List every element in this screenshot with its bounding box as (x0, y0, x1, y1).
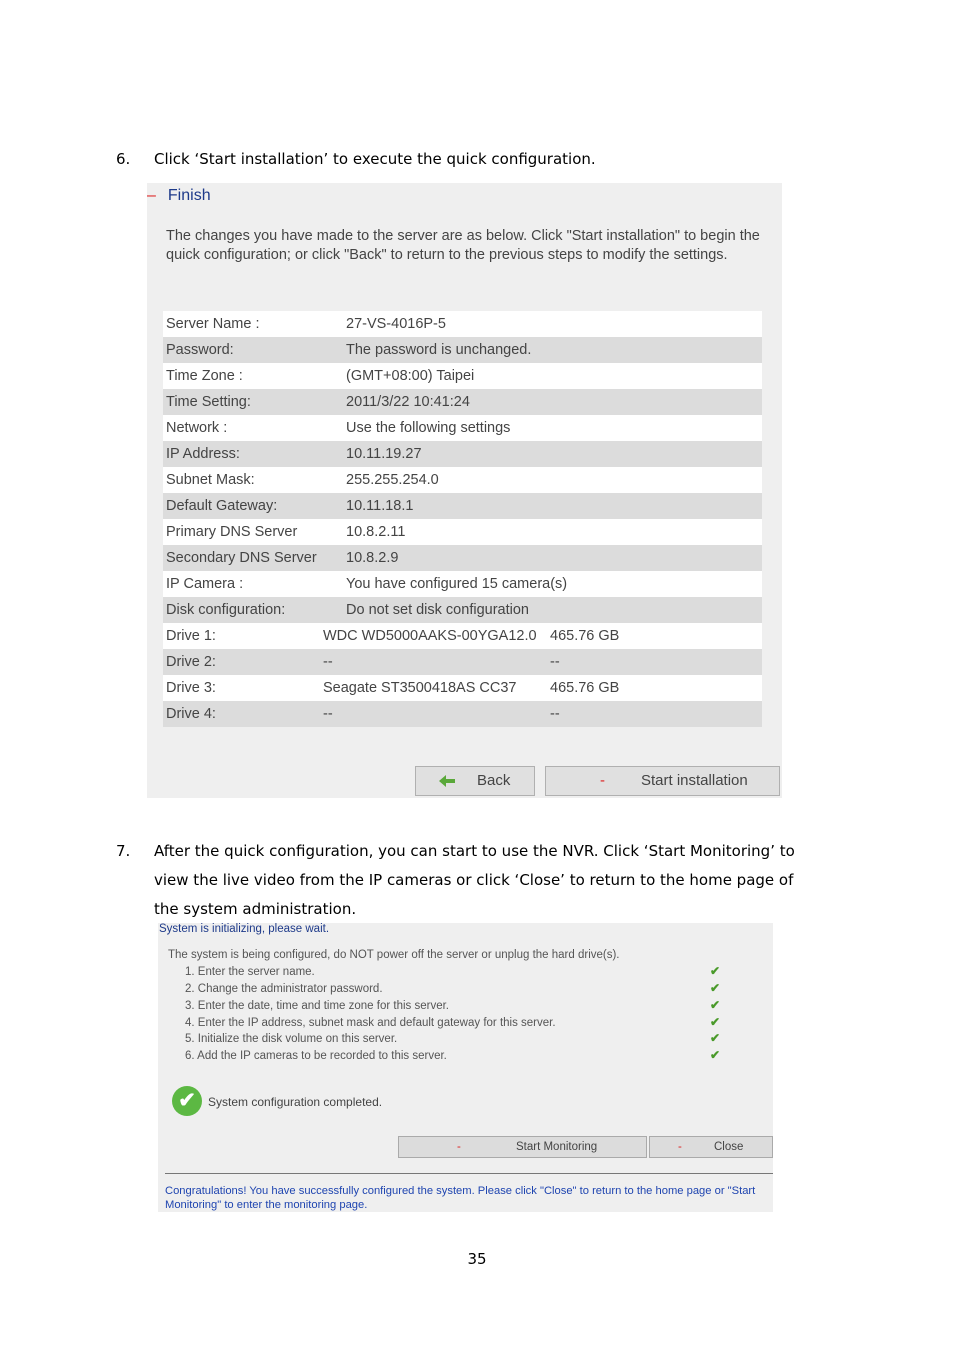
step-number: 7. (116, 842, 131, 860)
init-title: System is initializing, please wait. (159, 923, 330, 935)
row-key: IP Camera : (166, 576, 244, 592)
table-row (163, 571, 762, 597)
finish-panel (147, 183, 782, 798)
row-key: Secondary DNS Server (166, 550, 317, 566)
check-icon: ✔ (710, 964, 721, 978)
init-intro: The system is being configured, do NOT power off the server or unplug the hard drive(s). (168, 949, 620, 961)
row-value: 10.11.18.1 (346, 498, 414, 514)
row-value: 255.255.254.0 (346, 472, 439, 488)
row-key: IP Address: (166, 446, 240, 462)
completed-message: System configuration completed. (208, 1095, 383, 1109)
table-row (163, 415, 762, 441)
page-number: 35 (467, 1250, 487, 1268)
check-icon: ✔ (710, 1031, 721, 1045)
row-value: Do not set disk configuration (346, 602, 529, 618)
check-icon: ✔ (710, 998, 721, 1012)
task-item: 5. Initialize the disk volume on this server. (185, 1033, 398, 1045)
row-value: 10.8.2.11 (346, 524, 406, 540)
table-row (163, 311, 762, 337)
table-row (163, 493, 762, 519)
drive-row (163, 623, 762, 649)
start-monitoring-label: Start Monitoring (516, 1141, 598, 1153)
check-icon: ✔ (710, 1048, 721, 1062)
collapse-icon[interactable]: – (147, 187, 156, 204)
row-value: 2011/3/22 10:41:24 (346, 394, 470, 410)
drive-row (163, 701, 762, 727)
drive-row (163, 675, 762, 701)
task-item: 1. Enter the server name. (185, 966, 315, 978)
row-key: Default Gateway: (166, 498, 278, 514)
drive-size: -- (550, 654, 560, 670)
success-check-icon: ✔ (172, 1086, 202, 1116)
step-text-line1: After the quick configuration, you can start to use the NVR. Click ‘Start Monitoring’ to (154, 842, 795, 860)
row-key: Subnet Mask: (166, 472, 255, 488)
finish-title (147, 187, 211, 205)
drive-size: 465.76 GB (550, 628, 620, 644)
drive-size: -- (550, 706, 560, 722)
drive-model: Seagate ST3500418AS CC37 (323, 680, 517, 696)
start-installation-label: Start installation (641, 772, 748, 789)
back-label: Back (477, 772, 511, 789)
step-7 (116, 837, 856, 927)
divider (165, 1173, 773, 1174)
task-item: 4. Enter the IP address, subnet mask and default gateway for this server. (185, 1017, 556, 1029)
row-key: Password: (166, 342, 234, 358)
table-row (163, 597, 762, 623)
finish-title-text: Finish (167, 187, 211, 204)
step-text: Click ‘Start installation’ to execute the quick configuration. (154, 150, 596, 168)
drive-name: Drive 3: (166, 680, 216, 696)
drive-name: Drive 1: (166, 628, 216, 644)
check-icon: ✔ (710, 1015, 721, 1029)
close-label: Close (714, 1141, 744, 1153)
row-key: Time Setting: (166, 394, 251, 410)
drive-model: -- (323, 706, 333, 722)
step-text-line3: the system administration. (154, 900, 357, 918)
back-arrow-icon (438, 774, 456, 788)
row-value: 10.11.19.27 (346, 446, 422, 462)
drive-name: Drive 4: (166, 706, 216, 722)
close-button[interactable] (649, 1136, 773, 1158)
row-key: Disk configuration: (166, 602, 286, 618)
row-value: The password is unchanged. (346, 342, 532, 358)
table-row (163, 545, 762, 571)
row-value: Use the following settings (346, 420, 511, 436)
row-value: You have configured 15 camera(s) (346, 576, 568, 592)
step-number: 6. (116, 150, 131, 168)
finish-intro: The changes you have made to the server are as below. Click "Start installation" to begin the quick configuration; or click "Back" to return to the previous steps to modify the settings. (166, 228, 760, 263)
task-item: 2. Change the administrator password. (185, 983, 383, 995)
row-key: Network : (166, 420, 228, 436)
start-installation-button[interactable] (545, 766, 780, 796)
table-row (163, 441, 762, 467)
table-row (163, 467, 762, 493)
start-monitoring-button[interactable] (398, 1136, 647, 1158)
table-row (163, 363, 762, 389)
close-icon: - (678, 1141, 682, 1153)
drive-name: Drive 2: (166, 654, 216, 670)
row-value: 27-VS-4016P-5 (346, 316, 446, 332)
table-row (163, 337, 762, 363)
back-button[interactable] (415, 766, 535, 796)
row-key: Server Name : (166, 316, 260, 332)
row-key: Primary DNS Server (166, 524, 298, 540)
monitor-icon: - (457, 1141, 461, 1153)
start-icon: - (600, 772, 605, 789)
drive-model: WDC WD5000AAKS-00YGA12.0 (323, 628, 537, 644)
drive-size: 465.76 GB (550, 680, 620, 696)
task-item: 6. Add the IP cameras to be recorded to this server. (185, 1050, 447, 1062)
row-key: Time Zone : (166, 368, 243, 384)
drive-row (163, 649, 762, 675)
row-value: (GMT+08:00) Taipei (346, 368, 475, 384)
table-row (163, 389, 762, 415)
settings-summary-table (163, 311, 762, 727)
step-text-line2: view the live video from the IP cameras or click ‘Close’ to return to the home page of (154, 871, 794, 889)
initializing-panel (158, 923, 773, 1212)
check-icon: ✔ (710, 981, 721, 995)
row-value: 10.8.2.9 (346, 550, 399, 566)
congratulations-message: Congratulations! You have successfully configured the system. Please click "Close" to return to the home page or "Start Monitoring" to enter the monitoring page. (165, 1185, 756, 1211)
table-row (163, 519, 762, 545)
drive-model: -- (323, 654, 333, 670)
task-item: 3. Enter the date, time and time zone for this server. (185, 1000, 449, 1012)
